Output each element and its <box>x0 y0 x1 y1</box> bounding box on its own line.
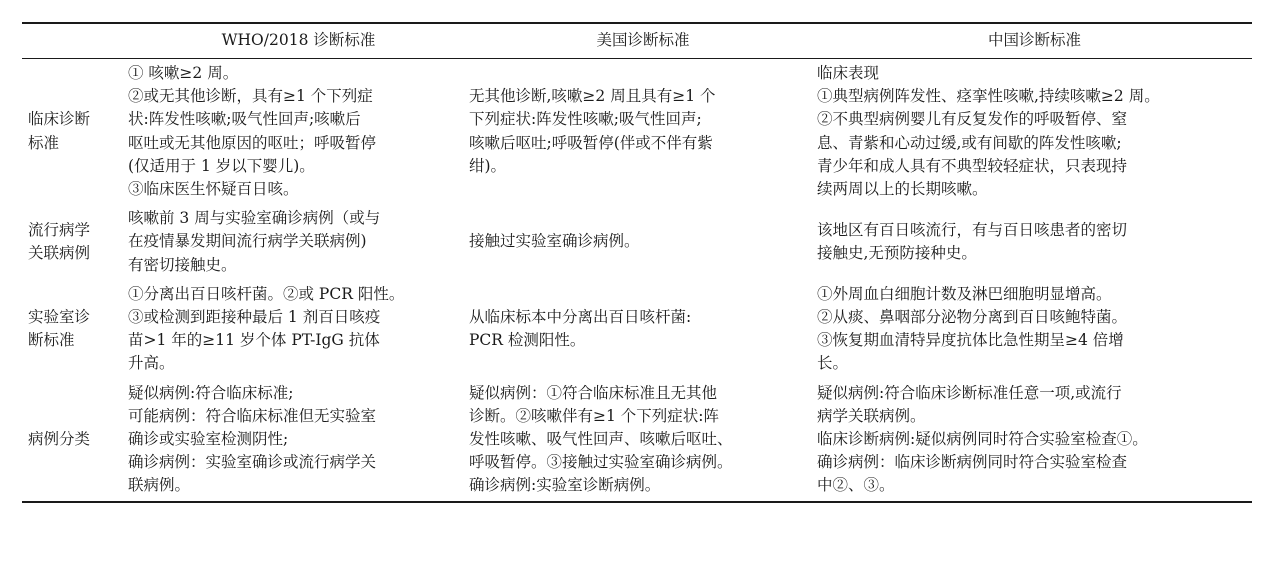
cell-usa: 无其他诊断,咳嗽≥2 周且具有≥1 个 下列症状:阵发性咳嗽;吸气性回声; 咳嗽后呕吐;呼吸暂停(伴或不伴有紫 绀)。 <box>469 87 716 175</box>
cell-who: ①分离出百日咳杆菌。②或 PCR 阳性。 ③或检测到距接种最后 1 剂百日咳疫 苗>1 年的≥11 岁个体 PT-IgG 抗体 升高。 <box>128 284 405 373</box>
cell-usa: 接触过实验室确诊病例。 <box>469 232 640 251</box>
cell-china: 疑似病例:符合临床诊断标准任意一项,或流行 病学关联病例。 临床诊断病例:疑似病例同时符合实验室检查①。 确诊病例：临床诊断病例同时符合实验室检查 中②、③。 <box>817 383 1148 495</box>
table-header-row <box>22 23 1252 59</box>
cell-who: 疑似病例:符合临床标准; 可能病例：符合临床标准但无实验室 确诊或实验室检测阴性; 确诊病例：实验室确诊或流行病学关 联病例。 <box>128 383 377 495</box>
cell-who: ① 咳嗽≥2 周。 ②或无其他诊断，具有≥1 个下列症 状:阵发性咳嗽;吸气性回声;咳嗽后 呕吐或无其他原因的呕吐；呼吸暂停 (仅适用于 1 岁以下婴儿)。 ③临床医生怀疑百日咳。 <box>128 64 377 199</box>
row-label: 流行病学 关联病例 <box>28 220 91 263</box>
row-label: 实验室诊 断标准 <box>28 308 91 350</box>
cell-china: ①外周血白细胞计数及淋巴细胞明显增高。 ②从痰、鼻咽部分泌物分离到百日咳鲍特菌。 ③恢复期血清特异度抗体比急性期呈≥4 倍增 长。 <box>817 284 1128 373</box>
cell-china: 该地区有百日咳流行，有与百日咳患者的密切 接触史,无预防接种史。 <box>817 220 1128 263</box>
row-label: 病例分类 <box>28 430 91 449</box>
cell-usa: 疑似病例：①符合临床标准且无其他 诊断。②咳嗽伴有≥1 个下列症状:阵 发性咳嗽、吸气性回声、咳嗽后呕吐、 呼吸暂停。③接触过实验室确诊病例。 确诊病例:实验室诊断病例。 <box>469 383 733 495</box>
cell-who: 咳嗽前 3 周与实验室确诊病例（或与 在疫情暴发期间流行病学关联病例) 有密切接触史。 <box>128 209 381 274</box>
criteria-table-wrapper <box>22 22 1252 503</box>
table-row-clinical <box>22 59 1252 205</box>
table-row-classification <box>22 379 1252 502</box>
cell-china: 临床表现 ①典型病例阵发性、痉挛性咳嗽,持续咳嗽≥2 周。 ②不典型病例婴儿有反复发作的呼吸暂停、窒 息、青紫和心动过缓,或有间歇的阵发性咳嗽; 青少年和成人具有不典型较轻症状，只表现持 续两周以上的长期咳嗽。 <box>817 64 1160 199</box>
header-usa: 美国诊断标准 <box>596 31 690 50</box>
cell-usa: 从临床标本中分离出百日咳杆菌: PCR 检测阳性。 <box>469 308 692 350</box>
header-china: 中国诊断标准 <box>987 31 1081 50</box>
table-row-laboratory <box>22 280 1252 379</box>
header-corner <box>22 23 128 59</box>
row-label: 临床诊断 标准 <box>28 110 91 152</box>
header-who-2018: WHO/2018 诊断标准 <box>221 31 376 50</box>
table-row-epidemiological <box>22 204 1252 280</box>
diagnostic-criteria-table <box>22 22 1252 503</box>
